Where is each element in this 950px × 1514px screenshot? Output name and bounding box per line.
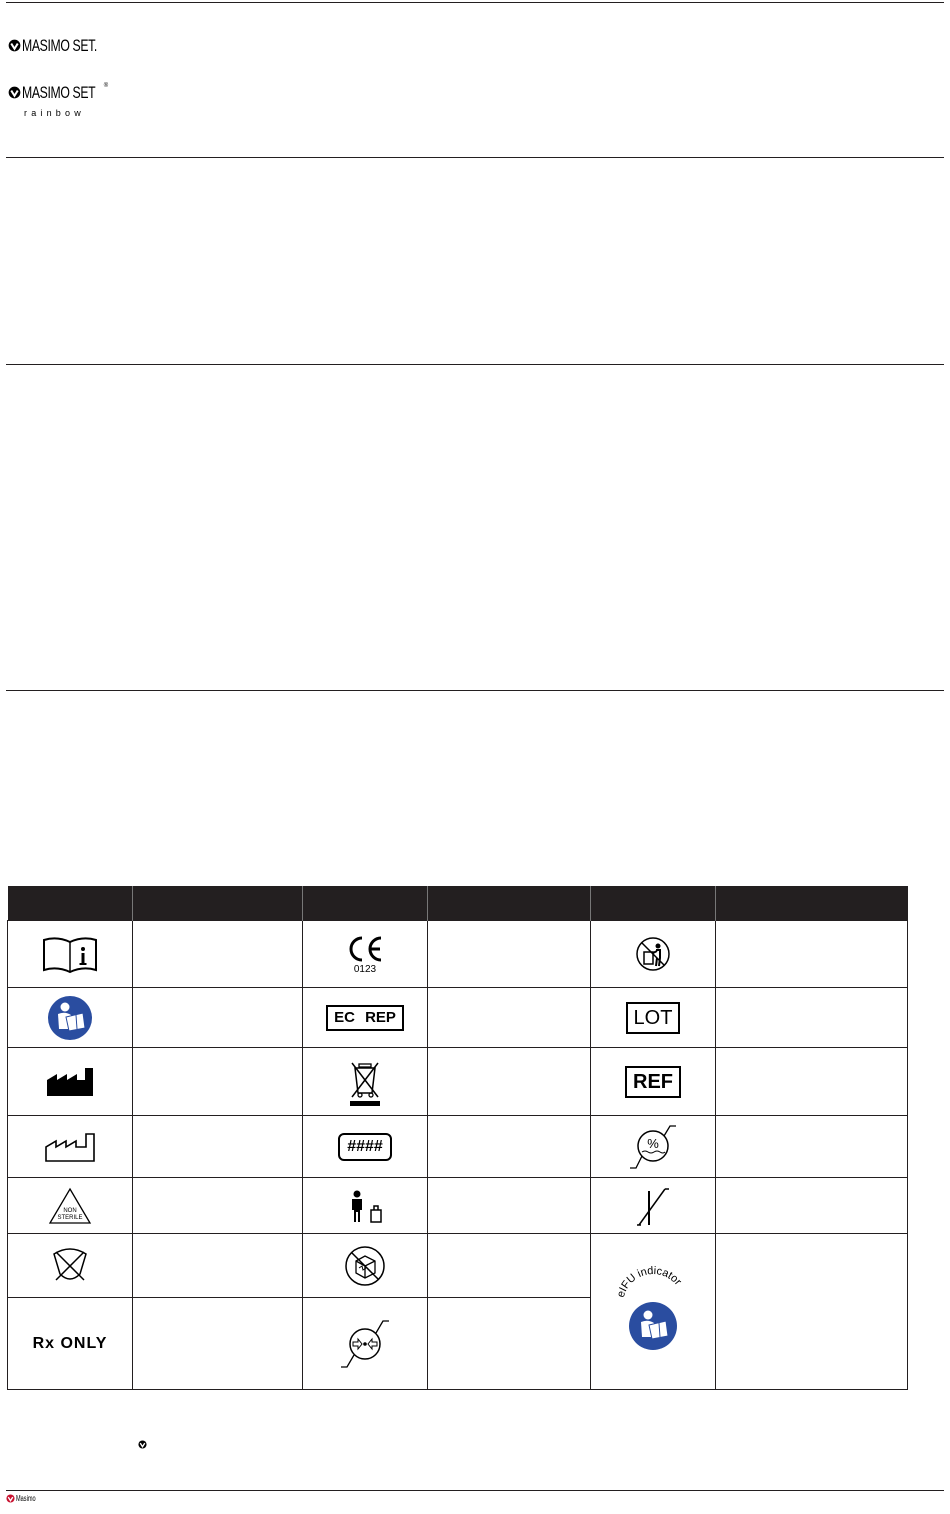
section-rule-3 [6,690,944,691]
description-cell [133,1178,303,1234]
table-row [8,1178,908,1234]
symbol-cell [303,1048,428,1116]
symbol-cell [591,988,716,1048]
footer-brand-text: Masimo [16,1494,36,1503]
description-cell [428,1298,591,1390]
ec-rep-icon [326,1005,404,1031]
symbol-cell [8,1116,133,1178]
table-row [8,1116,908,1178]
manufacturer-icon [45,1066,95,1098]
description-cell [716,1234,908,1390]
description-cell [428,1234,591,1298]
consult-instructions-icon [41,934,99,974]
ref-text: REF [633,1070,673,1093]
symbol-cell [591,921,716,988]
header-symbol-2 [303,886,428,921]
catalog-number-icon [338,1133,392,1161]
description-cell [133,1116,303,1178]
description-cell [428,988,591,1048]
ref-icon [625,1066,681,1098]
description-cell [428,1048,591,1116]
description-cell [716,921,908,988]
symbol-cell [303,988,428,1048]
date-of-manufacture-icon [44,1131,96,1163]
table-header-row [8,886,908,921]
catalog-number-text: #### [347,1137,383,1155]
description-cell [716,1116,908,1178]
body-weight-icon [345,1188,385,1224]
header-description-2 [428,886,591,921]
masimo-mark-icon [8,39,21,52]
symbol-cell [303,1298,428,1390]
pressure-limit-icon [337,1316,393,1372]
description-cell [133,1234,303,1298]
description-cell [428,921,591,988]
svg-text:NON: NON [63,1207,77,1214]
symbol-cell [8,1234,133,1298]
symbol-cell [8,1048,133,1116]
table-row [8,1048,908,1116]
description-cell [133,1048,303,1116]
lot-icon [626,1002,681,1034]
masimo-set-rainbow-logo [8,83,108,103]
description-cell [428,1116,591,1178]
symbol-cell [591,1234,716,1390]
follow-instructions-icon [47,995,93,1041]
description-cell [716,1178,908,1234]
description-cell [133,921,303,988]
description-cell [428,1178,591,1234]
symbol-cell [303,921,428,988]
top-rule [6,2,944,3]
masimo-set-rainbow-logo-text: MASIMO SET [22,83,96,102]
weee-bin-icon [348,1057,382,1107]
symbol-cell [591,1178,716,1234]
humidity-percent-text: % [647,1135,659,1151]
masimo-set-logo-text: MASIMO SET. [22,36,97,55]
not-latex-icon [50,1246,90,1286]
footer-masimo-logo [6,1494,44,1503]
table-row [8,1234,908,1298]
do-not-use-damaged-package-icon [344,1245,386,1287]
description-cell [133,1298,303,1390]
humidity-limit-icon [628,1124,678,1170]
symbol-cell [8,1178,133,1234]
symbol-cell [303,1116,428,1178]
description-cell [716,1048,908,1116]
rainbow-logo-subtext: rainbow [24,108,85,118]
header-symbol-3 [591,886,716,921]
eifu-indicator-icon [611,1264,695,1360]
eifu-indicator-text: eIFU indicator [614,1264,684,1299]
description-cell [133,988,303,1048]
svg-text:STERILE: STERILE [57,1214,83,1221]
description-cell [716,988,908,1048]
symbol-cell [591,1116,716,1178]
header-description-1 [133,886,303,921]
footer-rule [6,1490,944,1491]
symbol-cell [591,1048,716,1116]
rx-only-text: Rx ONLY [32,1334,108,1352]
symbol-cell [303,1234,428,1298]
ce-notified-body-number: 0123 [353,963,377,975]
temperature-limit-icon [635,1185,671,1227]
symbol-cell [8,1298,133,1390]
masimo-mark-icon [138,1440,147,1449]
symbol-cell [8,921,133,988]
ec-rep-text: EC REP [334,1008,396,1026]
header-symbol-1 [8,886,133,921]
table-row [8,988,908,1048]
masimo-red-mark-icon [6,1494,15,1503]
registered-mark: ® [103,83,109,89]
symbol-cell [8,988,133,1048]
masimo-set-logo [8,36,126,56]
do-not-discard-icon [635,936,671,972]
section-rule-2 [6,364,944,365]
symbol-cell [303,1178,428,1234]
section-rule-1 [6,157,944,158]
non-sterile-icon [48,1187,92,1225]
table-row [8,921,908,988]
symbols-table [7,886,908,1390]
lot-text: LOT [633,1006,673,1029]
masimo-mark-icon [8,86,21,99]
ce-mark-icon [343,934,387,964]
header-description-3 [716,886,908,921]
